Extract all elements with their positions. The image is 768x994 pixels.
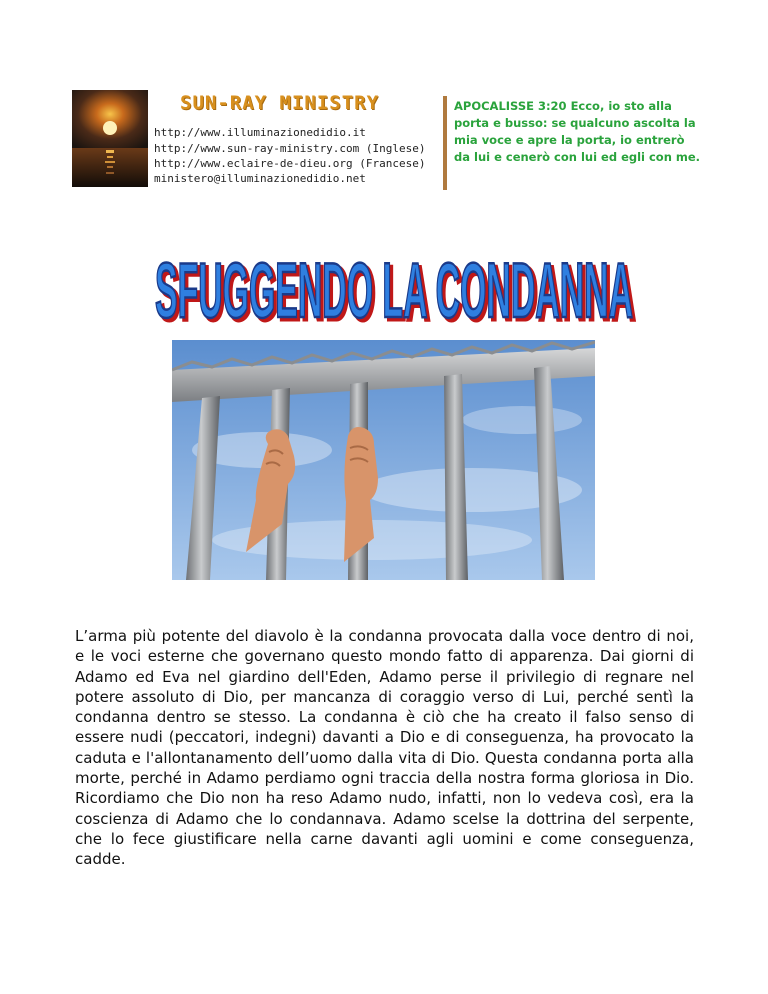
- page-title: [150, 246, 638, 326]
- page-title-text: SFUGGENDO LA CONDANNA: [155, 246, 633, 326]
- website-link-italian[interactable]: http://www.illuminazionedidio.it: [154, 126, 366, 139]
- page-title-shadow: SFUGGENDO LA CONDANNA: [158, 249, 636, 326]
- verse-line-2: porta e busso: se qualcuno ascolta la: [454, 116, 696, 130]
- prison-bars-photo: [172, 340, 595, 580]
- verse-line-4: da lui e cenerò con lui ed egli con me.: [454, 150, 701, 164]
- verse-line-3: mia voce e apre la porta, io entrerò: [454, 133, 685, 147]
- email-link[interactable]: ministero@illuminazionedidio.net: [154, 172, 366, 185]
- website-link-english[interactable]: http://www.sun-ray-ministry.com (Inglese): [154, 142, 426, 155]
- body-paragraph: L’arma più potente del diavolo è la condanna provocata dalla voce dentro di noi, e le voci esterne che governano questo mondo fatto di apparenza. Dai giorni di Adamo ed Eva nel giardino dell'Eden, Adamo perse il privilegio di regnare nel potere assoluto di Dio, per mancanza di coraggio verso di Lui, perché sentì la condanna dentro se stesso. La condanna è ciò che ha creato il falso senso di essere nudi (peccatori, indegni) davanti a Dio e di conseguenza, ha provocato la caduta e l'allontanamento dell’uomo dalla vita di Dio. Questa condanna porta alla morte, perché in Adamo perdiamo ogni traccia della nostra forma gloriosa in Dio. Ricordiamo che Dio non ha reso Adamo nudo, infatti, non lo vedeva così, era la coscienza di Adamo che lo condannava. Adamo scelse la dottrina del serpente, che lo fece giustificare nella carne davanti agli uomini e come conseguenza, cadde.: [75, 627, 694, 869]
- sunset-logo-image: [72, 90, 148, 187]
- website-link-french[interactable]: http://www.eclaire-de-dieu.org (Francese): [154, 157, 426, 170]
- verse-line-1: APOCALISSE 3:20 Ecco, io sto alla: [454, 99, 672, 113]
- header-divider: [443, 96, 447, 190]
- ministry-name: SUN-RAY MINISTRY: [180, 92, 380, 114]
